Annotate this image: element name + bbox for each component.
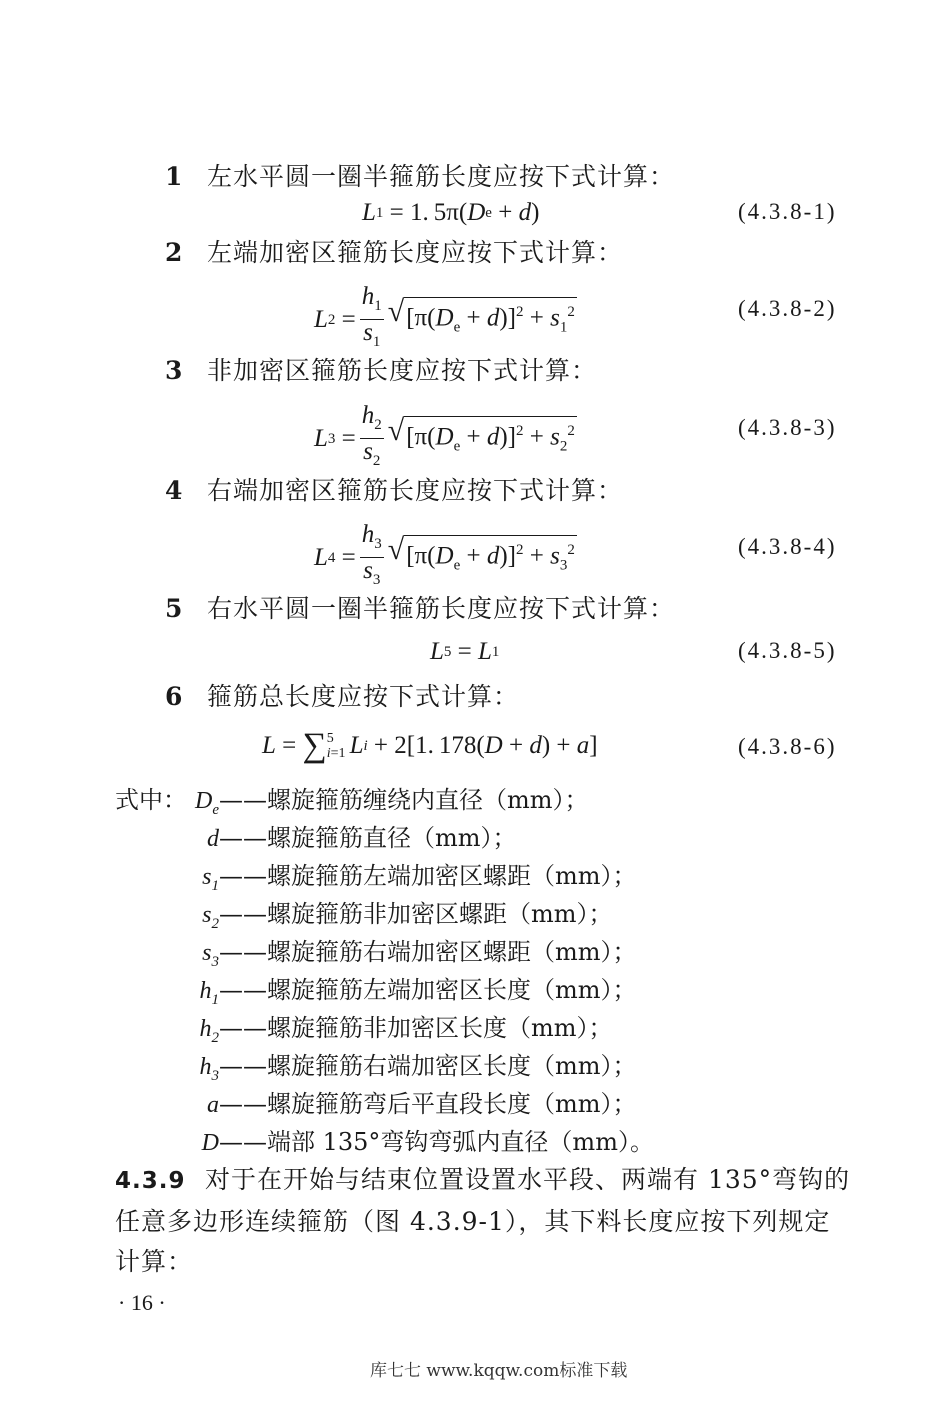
clause-4-3-9-line-2: 任意多边形连续箍筋（图 4.3.9-1），其下料长度应按下列规定 [115, 1207, 831, 1236]
equation-number-3: (4.3.8-3) [738, 415, 837, 440]
item-4: 4 右端加密区箍筋长度应按下式计算： [165, 476, 624, 505]
definition-h2: $h_2——$螺旋箍筋非加密区长度（mm）； [199, 1014, 613, 1046]
page-number: · 16 · [118, 1290, 166, 1315]
formula-4-3-8-5: L 5 = L 1 [430, 638, 500, 665]
item-5: 5 右水平圆一圈半箍筋长度应按下式计算： [165, 594, 676, 623]
definition-d: d——螺旋箍筋直径（mm）； [207, 824, 517, 852]
formula-4-3-8-4: L 4 = $\frac{h_3}{s_3}$ √ $[\pi(D_e + d)]^2 + s_3^2$ [314, 521, 575, 588]
clause-4-3-9-line-3: 计算： [115, 1247, 194, 1276]
equation-number-1: (4.3.8-1) [738, 199, 837, 224]
formula-4-3-8-2: L 2 = $\frac{h_1}{s_1}$ √ $[\pi(D_e + d)]^2 + s_1^2$ [314, 283, 575, 350]
definition-s3: $s_3——$螺旋箍筋右端加密区螺距（mm）； [202, 938, 637, 970]
definition-a: a——螺旋箍筋弯后平直段长度（mm）； [207, 1090, 637, 1118]
definition-s1: $s_1——$螺旋箍筋左端加密区螺距（mm）； [202, 862, 637, 894]
definition-h3: $h_3——$螺旋箍筋右端加密区长度（mm）； [199, 1052, 637, 1084]
equation-number-6: (4.3.8-6) [738, 734, 837, 759]
definition-De: $D_e——$螺旋箍筋缠绕内直径（mm）； [194, 786, 589, 818]
formula-4-3-8-1: L 1 = 1. 5π( D e + d ) [362, 199, 540, 226]
equation-number-2: (4.3.8-2) [738, 296, 837, 321]
formula-4-3-8-6: L = ∑ 5 i=1 L i + 2[1. 178( D + d ) + a ] [262, 727, 598, 764]
where-label: 式中： [115, 786, 187, 814]
footer-source: 库七七 www.kqqw.com标准下载 [370, 1361, 628, 1381]
item-1: 1 左水平圆一圈半箍筋长度应按下式计算： [165, 162, 676, 191]
definition-D: D——端部 135°弯钩弯弧内直径（mm）。 [201, 1128, 654, 1156]
clause-4-3-9-line-1: 4.3.9 对于在开始与结束位置设置水平段、两端有 135°弯钩的 [115, 1165, 851, 1194]
item-2: 2 左端加密区箍筋长度应按下式计算： [165, 238, 624, 267]
definition-h1: $h_1——$螺旋箍筋左端加密区长度（mm）； [199, 976, 637, 1008]
item-6: 6 箍筋总长度应按下式计算： [165, 682, 520, 711]
item-3: 3 非加密区箍筋长度应按下式计算： [165, 356, 598, 385]
formula-4-3-8-3: L 3 = $\frac{h_2}{s_2}$ √ $[\pi(D_e + d)]^2 + s_2^2$ [314, 402, 575, 469]
equation-number-4: (4.3.8-4) [738, 534, 837, 559]
definition-s2: $s_2——$螺旋箍筋非加密区螺距（mm）； [202, 900, 613, 932]
equation-number-5: (4.3.8-5) [738, 638, 837, 663]
